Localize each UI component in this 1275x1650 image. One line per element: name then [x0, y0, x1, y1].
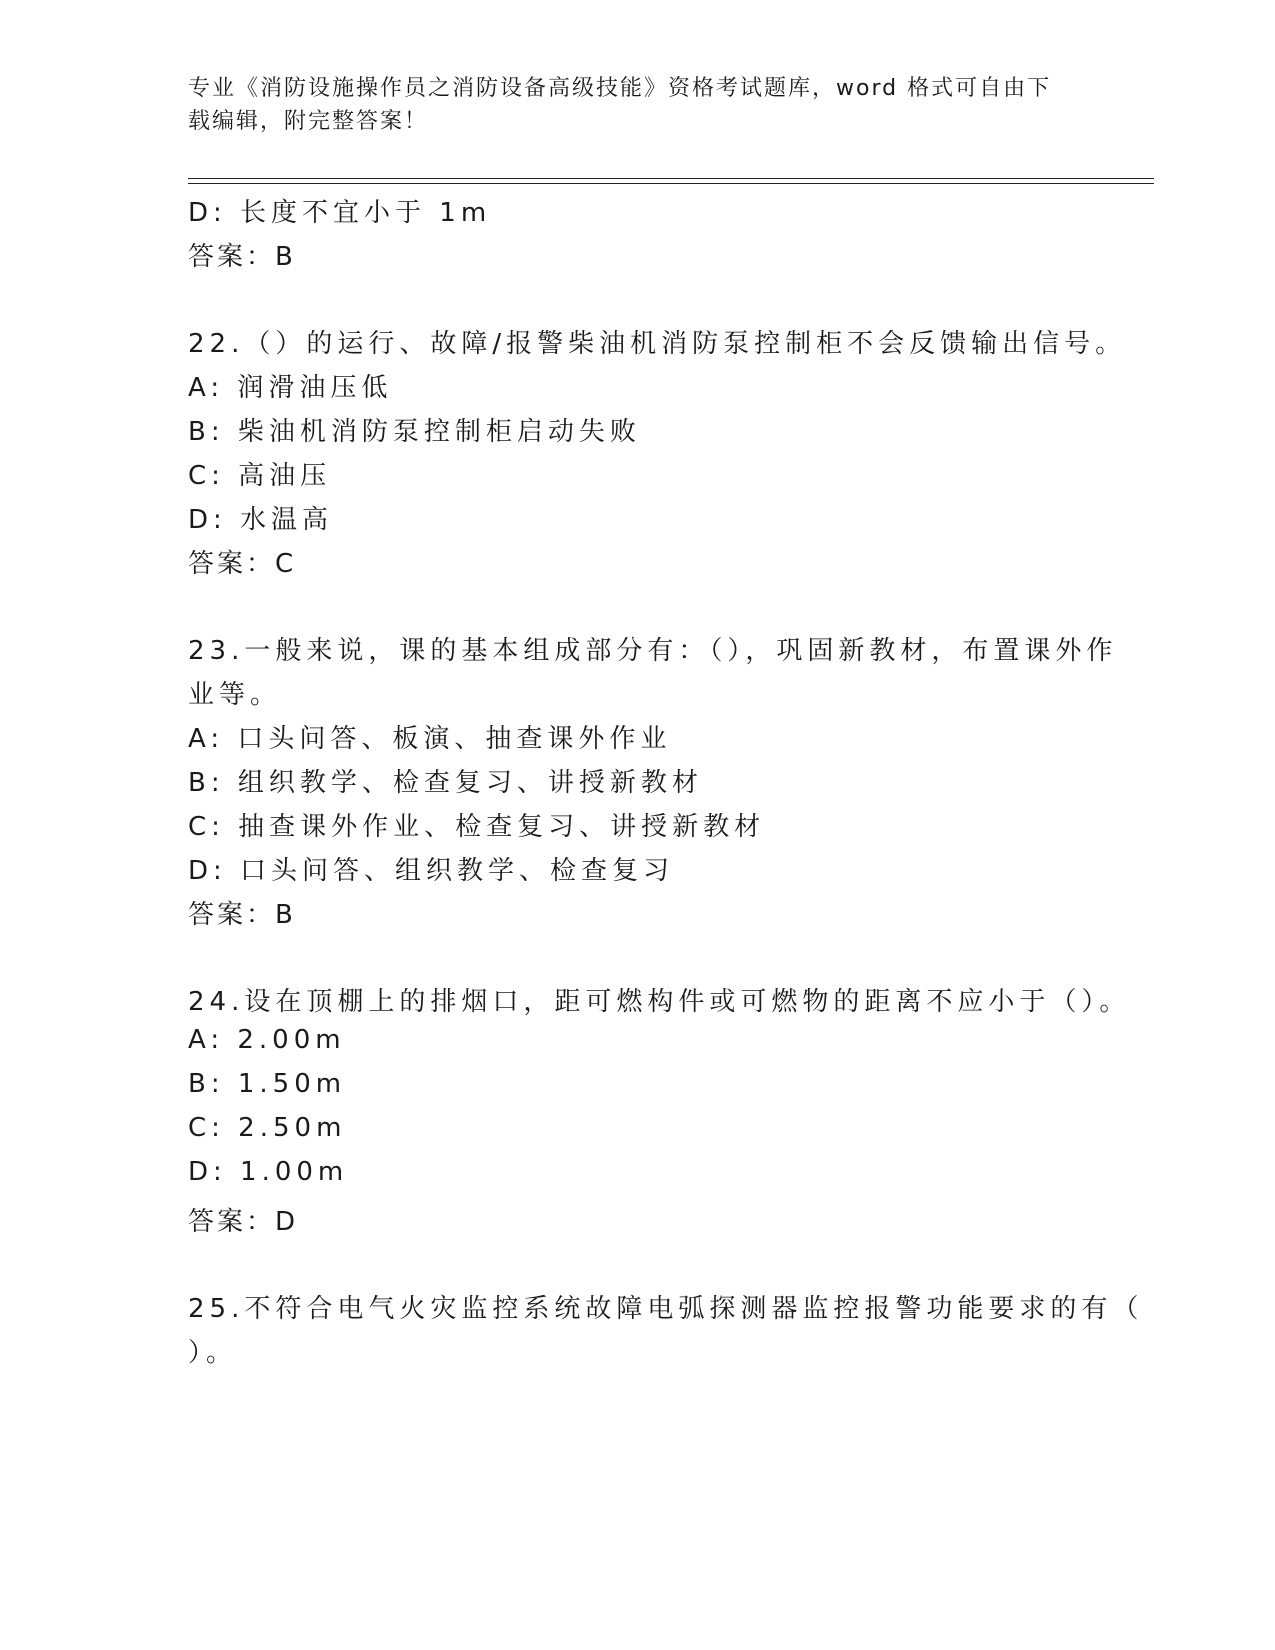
- header-line-1: 专业《消防设施操作员之消防设备高级技能》资格考试题库，word 格式可自由下: [188, 76, 1052, 101]
- q22-option-a: A: 润滑油压低: [188, 373, 393, 403]
- q24-option-d: D: 1.00m: [188, 1157, 349, 1187]
- q24-option-a: A: 2.00m: [188, 1025, 346, 1055]
- header-divider-top: [188, 178, 1154, 179]
- q22-stem: 22.（）的运行、故障/报警柴油机消防泵控制柜不会反馈输出信号。: [188, 329, 1127, 359]
- q22-option-b: B: 柴油机消防泵控制柜启动失败: [188, 417, 641, 447]
- q23-stem-line-1: 23.一般来说，课的基本组成部分有：（），巩固新教材，布置课外作: [188, 636, 1118, 666]
- q24-option-c: C: 2.50m: [188, 1113, 347, 1143]
- q24-stem: 24.设在顶棚上的排烟口，距可燃构件或可燃物的距离不应小于（）。: [188, 987, 1131, 1017]
- q23-option-c: C: 抽查课外作业、检查复习、讲授新教材: [188, 812, 766, 842]
- q22-answer: 答案：C: [188, 549, 297, 579]
- document-header: [188, 72, 1088, 138]
- prev-option-d: D: 长度不宜小于 1m: [188, 198, 492, 228]
- q23-option-b: B: 组织教学、检查复习、讲授新教材: [188, 768, 703, 798]
- prev-answer: 答案：B: [188, 242, 296, 272]
- q24-option-b: B: 1.50m: [188, 1069, 347, 1099]
- header-divider-bottom: [188, 183, 1154, 184]
- q23-stem-line-2: 业等。: [188, 680, 282, 710]
- q25-stem-line-1: 25.不符合电气火灾监控系统故障电弧探测器监控报警功能要求的有（: [188, 1294, 1144, 1324]
- q24-answer: 答案：D: [188, 1207, 299, 1237]
- q23-answer: 答案：B: [188, 900, 296, 930]
- q22-option-d: D: 水温高: [188, 505, 334, 535]
- q22-option-c: C: 高油压: [188, 461, 332, 491]
- q25-stem-line-2: ）。: [188, 1338, 238, 1368]
- q23-option-d: D: 口头问答、组织教学、检查复习: [188, 856, 675, 886]
- header-line-2: 载编辑，附完整答案！: [188, 109, 429, 134]
- q23-option-a: A: 口头问答、板演、抽查课外作业: [188, 724, 672, 754]
